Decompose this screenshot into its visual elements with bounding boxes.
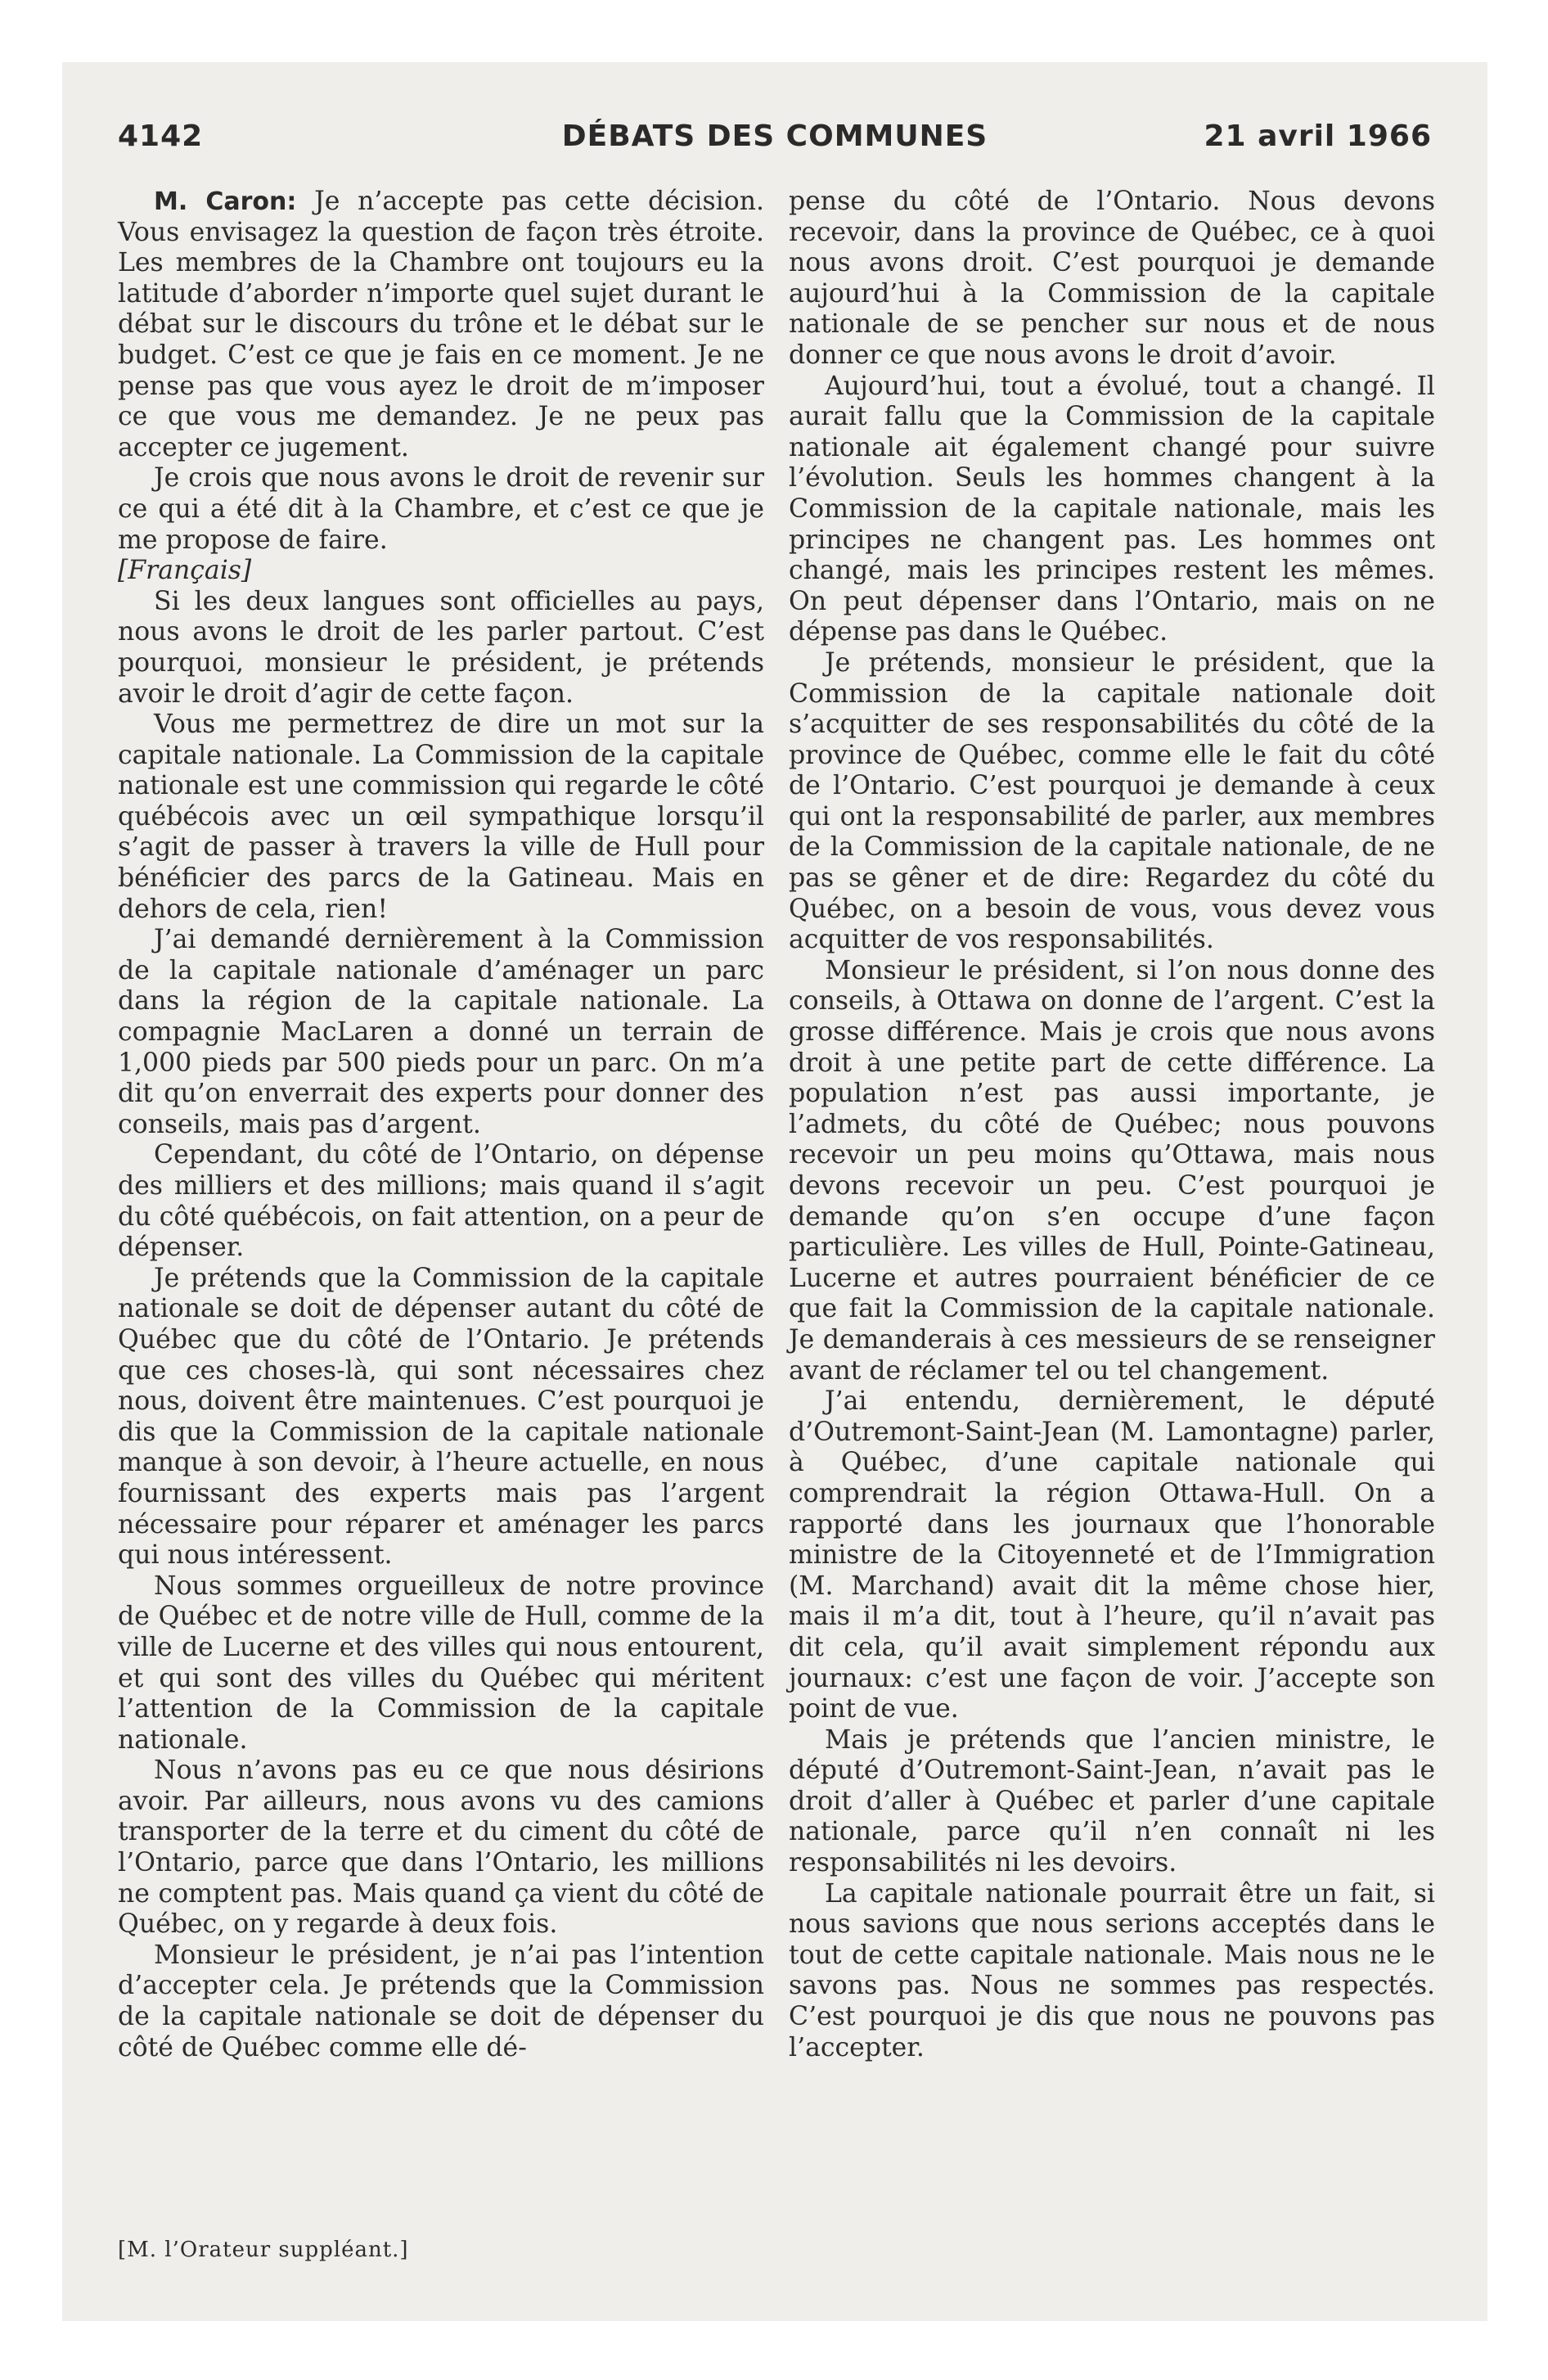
- paragraph: Vous me permettrez de dire un mot sur la capitale nationale. La Commission de la capitale nationale est une commission qui regarde le côté québécois avec un œil sympathique lorsqu’il s’agit de passer à travers la ville de Hull pour bénéficier des parcs de la Gatineau. Mais en dehors de cela, rien!: [118, 710, 764, 924]
- paragraph: Monsieur le président, je n’ai pas l’intention d’accepter cela. Je prétends que la Commission de la capitale nationale se doit de dépenser du côté de Québec comme elle dé-: [118, 1940, 764, 2062]
- footnote: [M. l’Orateur suppléant.]: [118, 2238, 409, 2262]
- left-column: [118, 187, 764, 2063]
- publication-title: DÉBATS DES COMMUNES: [561, 119, 988, 153]
- paragraph: Nous n’avons pas eu ce que nous désirions avoir. Par ailleurs, nous avons vu des camions transporter de la terre et du ciment du côté de l’Ontario, parce que dans l’Ontario, les millions ne comptent pas. Mais quand ça vient du côté de Québec, on y regarde à deux fois.: [118, 1756, 764, 1940]
- paragraph: Aujourd’hui, tout a évolué, tout a changé. Il aurait fallu que la Commission de la capitale nationale ait également changé pour suivre l’évolution. Seuls les hommes changent à la Commission de la capitale nationale, mais les principes ne changent pas. Les hommes ont changé, mais les principes restent les mêmes. On peut dépenser dans l’Ontario, mais on ne dépense pas dans le Québec.: [789, 371, 1435, 647]
- paragraph: Monsieur le président, si l’on nous donne des conseils, à Ottawa on donne de l’argent. C’est la grosse différence. Mais je crois que nous avons droit à une petite part de cette différence. La population n’est pas aussi importante, je l’admets, du côté de Québec; nous pouvons recevoir un peu moins qu’Ottawa, mais nous devons recevoir un peu. C’est pourquoi je demande qu’on s’en occupe d’une façon particulière. Les villes de Hull, Pointe-Gatineau, Lucerne et autres pourraient bénéficier de ce que fait la Commission de la capitale nationale. Je demanderais à ces messieurs de se renseigner avant de réclamer tel ou tel changement.: [789, 955, 1435, 1386]
- speaker-name: M. Caron:: [154, 187, 297, 216]
- issue-date: 21 avril 1966: [1204, 119, 1432, 153]
- paragraph: Cependant, du côté de l’Ontario, on dépense des milliers et des millions; mais quand il s’agit du côté québécois, on fait attention, on a peur de dépenser.: [118, 1140, 764, 1263]
- paragraph-text: Je n’accepte pas cette décision. Vous envisagez la question de façon très étroite. Les membres de la Chambre ont toujours eu la latitude d’aborder n’importe quel sujet durant le débat sur le discours du trône et le débat sur le budget. C’est ce que je fais en ce moment. Je ne pense pas que vous ayez le droit de m’imposer ce que vous me demandez. Je ne peux pas accepter ce jugement.: [118, 187, 765, 462]
- paragraph: Nous sommes orgueilleux de notre province de Québec et de notre ville de Hull, comme de la ville de Lucerne et des villes qui nous entourent, et qui sont des villes du Québec qui méritent l’attention de la Commission de la capitale nationale.: [118, 1571, 764, 1755]
- paragraph: Je prétends que la Commission de la capitale nationale se doit de dépenser autant du côté de Québec que du côté de l’Ontario. Je prétends que ces choses-là, qui sont nécessaires chez nous, doivent être maintenues. C’est pourquoi je dis que la Commission de la capitale nationale manque à son devoir, à l’heure actuelle, en nous fournissant des experts mais pas l’argent nécessaire pour réparer et aménager les parcs qui nous intéressent.: [118, 1263, 764, 1571]
- paragraph: Je crois que nous avons le droit de revenir sur ce qui a été dit à la Chambre, et c’est ce que je me propose de faire.: [118, 463, 764, 555]
- paragraph: Mais je prétends que l’ancien ministre, le député d’Outremont-Saint-Jean, n’avait pas le droit d’aller à Québec et parler d’une capitale nationale, parce qu’il n’en connaît ni les responsabilités ni les devoirs.: [789, 1724, 1435, 1878]
- paragraph: pense du côté de l’Ontario. Nous devons recevoir, dans la province de Québec, ce à quoi nous avons droit. C’est pourquoi je demande aujourd’hui à la Commission de la capitale nationale de se pencher sur nous et de nous donner ce que nous avons le droit d’avoir.: [789, 187, 1435, 370]
- right-column: [789, 187, 1435, 2063]
- document-page: [62, 62, 1487, 2321]
- page-header: [118, 119, 1432, 169]
- paragraph: Si les deux langues sont officielles au pays, nous avons le droit de les parler partout. C’est pourquoi, monsieur le président, je prétends avoir le droit d’agir de cette façon.: [118, 586, 764, 709]
- page-number: 4142: [118, 119, 204, 153]
- paragraph: J’ai demandé dernièrement à la Commission de la capitale nationale d’aménager un parc dans la région de la capitale nationale. La compagnie MacLaren a donné un terrain de 1,000 pieds par 500 pieds pour un parc. On m’a dit qu’on enverrait des experts pour donner des conseils, mais pas d’argent.: [118, 925, 764, 1139]
- paragraph: [118, 187, 764, 463]
- paragraph: La capitale nationale pourrait être un fait, si nous savions que nous serions acceptés dans le tout de cette capitale nationale. Mais nous ne le savons pas. Nous ne sommes pas respectés. C’est pourquoi je dis que nous ne pouvons pas l’accepter.: [789, 1878, 1435, 2062]
- paragraph: Je prétends, monsieur le président, que la Commission de la capitale nationale doit s’acquitter de ses responsabilités du côté de la province de Québec, comme elle le fait du côté de l’Ontario. C’est pourquoi je demande à ceux qui ont la responsabilité de parler, aux membres de la Commission de la capitale nationale, de ne pas se gêner et de dire: Regardez du côté du Québec, on a besoin de vous, vous devez vous acquitter de vos responsabilités.: [789, 647, 1435, 955]
- paragraph: J’ai entendu, dernièrement, le député d’Outremont-Saint-Jean (M. Lamontagne) parler, à Québec, d’une capitale nationale qui comprendrait la région Ottawa-Hull. On a rapporté dans les journaux que l’honorable ministre de la Citoyenneté et de l’Immigration (M. Marchand) avait dit la même chose hier, mais il m’a dit, tout à l’heure, qu’il n’avait pas dit cela, qu’il avait simplement répondu aux journaux: c’est une façon de voir. J’accepte son point de vue.: [789, 1386, 1435, 1724]
- language-tag: [Français]: [118, 556, 252, 586]
